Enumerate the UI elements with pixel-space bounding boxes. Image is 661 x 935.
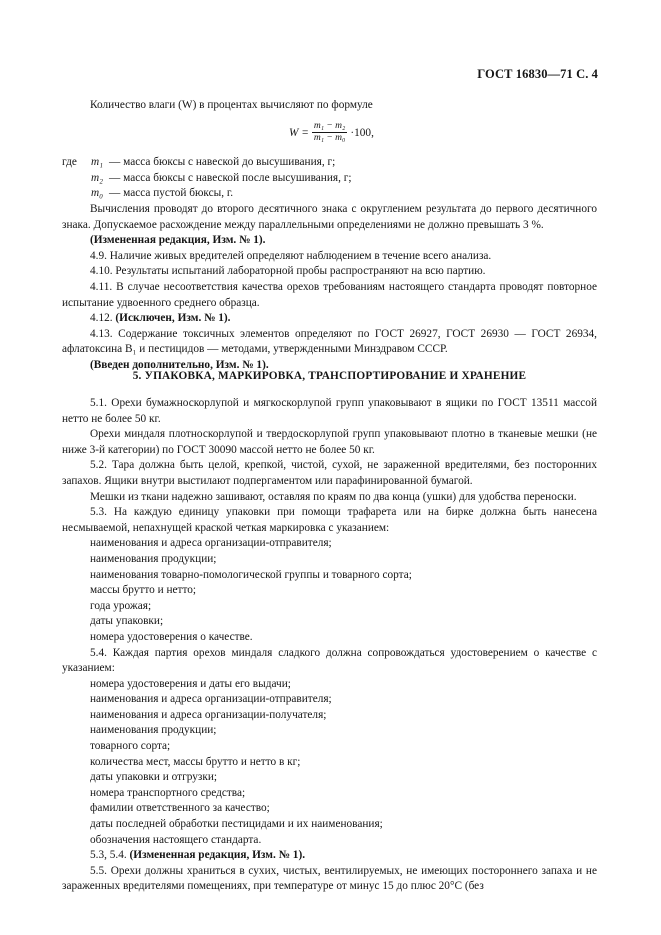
amendment-note: (Исключен, Изм. № 1).: [115, 312, 231, 325]
definition-symbol: m₁: [91, 156, 104, 168]
paragraph-4-12: [62, 311, 597, 327]
marking-list: [62, 536, 597, 645]
paragraph-4-10: 4.10. Результаты испытаний лабораторной пробы распространяют на всю партию.: [90, 265, 486, 278]
definition-lead: [62, 171, 91, 187]
paragraph-5-3-5-4-note: [62, 848, 597, 864]
formula-lhs: W =: [289, 126, 309, 139]
section-4-tail: [62, 202, 597, 374]
section-title: 5. УПАКОВКА, МАРКИРОВКА, ТРАНСПОРТИРОВАНИЕ И ХРАНЕНИЕ: [132, 370, 527, 382]
list-item: даты упаковки;: [90, 615, 164, 628]
formula-numerator: m₁ − m₂: [313, 121, 346, 131]
list-item: наименования продукции;: [90, 552, 217, 565]
paragraph-5-2: 5.2. Тара должна быть целой, крепкой, чистой, сухой, не зараженной вредителями, без посторонних запахов. Ящики внутри выстилают подпергаментом или парафинированной бумагой.: [62, 459, 597, 487]
list-item: номера транспортного средства;: [90, 786, 246, 799]
paragraph-5-1-cont: Орехи миндаля плотноскорлупой и твердоскорлупой групп упаковывают плотно в тканевые мешки (не ниже 3-й категории) по ГОСТ 30090 массой нетто не более 50 кг.: [62, 428, 597, 456]
list-item: количества мест, массы брутто и нетто в кг;: [90, 755, 301, 768]
formula-intro-text: Количество влаги (W) в процентах вычисляют по формуле: [90, 99, 373, 111]
list-item: даты упаковки и отгрузки;: [90, 771, 218, 784]
amendment-note: (Введен дополнительно, Изм. № 1).: [90, 358, 269, 371]
list-item: товарного сорта;: [90, 740, 171, 753]
definitions-list: [62, 155, 597, 202]
definition-row: [62, 186, 597, 202]
certificate-list: [62, 677, 597, 849]
paragraph-5-2-cont: Мешки из ткани надежно зашивают, оставляя по краям по два конца (ушки) для удобства переноски.: [90, 490, 577, 503]
list-item: массы брутто и нетто;: [90, 584, 197, 597]
definition-symbol: m₂: [91, 171, 104, 184]
page-header: ГОСТ 16830—71 С. 4: [477, 67, 598, 81]
list-item: номера удостоверения и даты его выдачи;: [90, 677, 291, 690]
paragraph-5-3: 5.3. На каждую единицу упаковки при помощи трафарета или на бирке должна быть нанесена несмываемой, непахнущей краской четкая маркировка с указанием:: [62, 506, 597, 534]
amendment-note: (Измененная редакция, Изм. № 1).: [129, 849, 306, 862]
list-item: наименования и адреса организации-отправителя;: [90, 693, 332, 706]
definition-row: [62, 155, 597, 171]
paragraph-4-12-number: 4.12.: [90, 312, 116, 325]
paragraph-5-4: 5.4. Каждая партия орехов миндаля сладкого должна сопровождаться удостоверением о качестве с указанием:: [62, 646, 597, 675]
definition-lead: где: [62, 156, 77, 168]
formula-denominator: m₁ − m₀: [313, 133, 346, 143]
list-item: наименования и адреса организации-отправителя;: [90, 537, 332, 550]
paragraph-4-11: 4.11. В случае несоответствия качества орехов требованиям настоящего стандарта проводят повторное испытание удвоенного среднего образца.: [62, 280, 597, 309]
section-5-body: [62, 396, 597, 895]
list-item: наименования и адреса организации-получателя;: [90, 708, 327, 721]
definition-text: — масса пустой бюксы, г.: [109, 187, 234, 200]
definition-row: [62, 171, 597, 187]
paragraph-calculations: Вычисления проводят до второго десятичного знака с округлением результата до первого десятичного знака. Допускаемое расхождение между параллельными определениями не должно превышать 3 %.: [62, 203, 597, 231]
definition-lead: [62, 186, 91, 202]
list-item: номера удостоверения о качестве.: [90, 630, 253, 643]
definition-text: — масса бюксы с навеской до высушивания, г;: [109, 156, 336, 168]
paragraph-number: 5.3, 5.4.: [90, 849, 130, 862]
paragraph-4-9: 4.9. Наличие живых вредителей определяют наблюдением в течение всего анализа.: [90, 249, 492, 262]
formula-tail: ·100,: [350, 126, 374, 139]
paragraph-5-1: 5.1. Орехи бумажноскорлупой и мягкоскорлупой групп упаковывают в ящики по ГОСТ 13511 массой нетто не более 50 кг.: [62, 397, 597, 425]
formula-fraction: [312, 121, 348, 144]
definition-symbol: m₀: [91, 187, 104, 200]
list-item: фамилии ответственного за качество;: [90, 802, 270, 815]
list-item: наименования товарно-помологической группы и товарного сорта;: [90, 568, 412, 581]
definition-text: — масса бюксы с навеской после высушивания, г;: [109, 171, 352, 184]
amendment-note: (Измененная редакция, Изм. № 1).: [90, 234, 266, 247]
list-item: наименования продукции;: [90, 724, 217, 737]
formula-intro: [62, 98, 597, 114]
paragraph-5-5: 5.5. Орехи должны храниться в сухих, чистых, вентилируемых, не имеющих постороннего запаха и не зараженных вредителями помещениях, при температуре от минус 15 до плюс 20°С (без: [62, 864, 597, 893]
moisture-formula: [289, 121, 374, 144]
list-item: обозначения настоящего стандарта.: [90, 833, 262, 846]
paragraph-4-13: 4.13. Содержание токсичных элементов определяют по ГОСТ 26927, ГОСТ 26930 — ГОСТ 26934, афлатоксина B₁ и пестицидов — методами, утвержденными Минздравом СССР.: [62, 327, 597, 356]
list-item: даты последней обработки пестицидами и их наименования;: [90, 818, 383, 831]
list-item: года урожая;: [90, 599, 152, 612]
